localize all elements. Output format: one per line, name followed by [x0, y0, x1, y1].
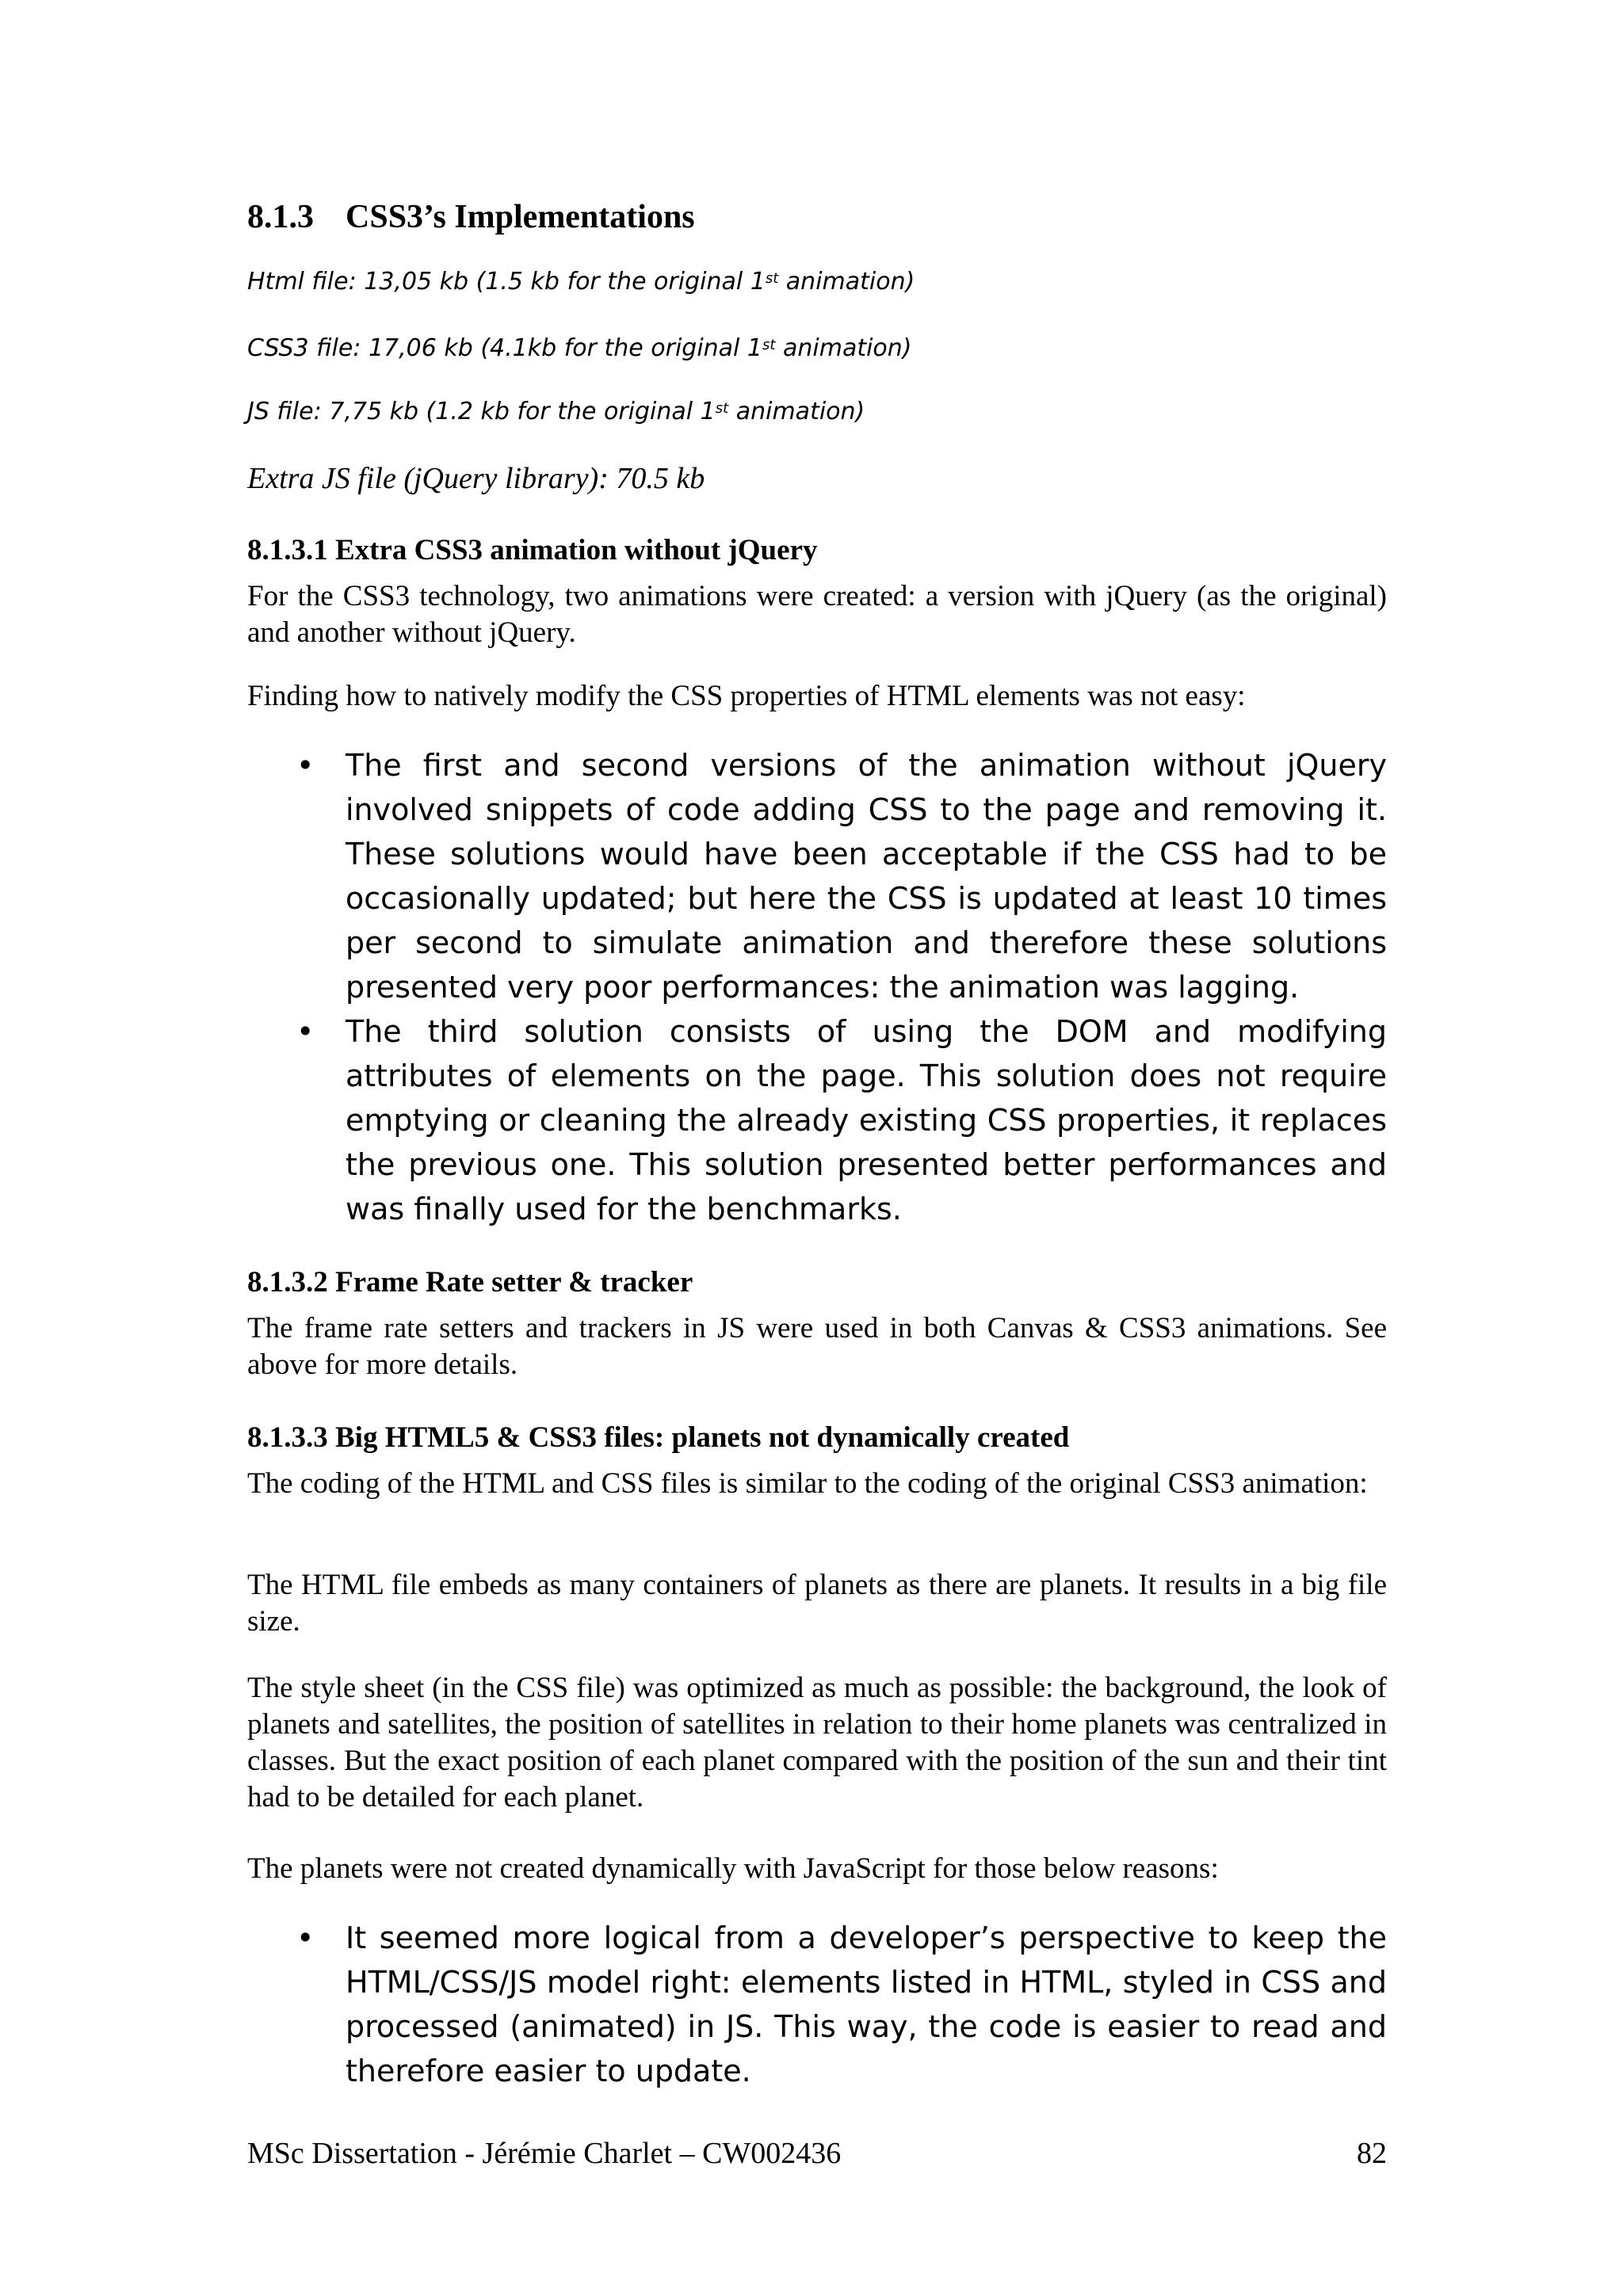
- list-item-text: The first and second versions of the animation without jQuery involved snippets of code adding CSS to the page and removing it. These solutions would have been acceptable if the CSS had to be occasionally updated; but here the CSS is updated at least 10 times per second to simulate animation and therefore these solutions presented very poor performances: the animation was lagging.: [346, 748, 1387, 1005]
- list-item: [247, 743, 1387, 1009]
- paragraph: Finding how to natively modify the CSS properties of HTML elements was not easy:: [247, 680, 1246, 712]
- paragraph: The frame rate setters and trackers in JS were used in both Canvas & CSS3 animations. See above for more details.: [247, 1312, 1387, 1381]
- subsection-heading-1: 8.1.3.1 Extra CSS3 animation without jQuery: [247, 534, 818, 566]
- bullet-icon: •: [296, 1014, 315, 1049]
- js-file-size: [247, 396, 1387, 428]
- bullet-icon: •: [296, 748, 315, 783]
- file-size-text: CSS3 file: 17,06 kb (4.1kb for the original 1: [247, 334, 763, 362]
- paragraph: The HTML file embeds as many containers of planets as there are planets. It results in a big file size.: [247, 1569, 1387, 1638]
- list-item: [247, 1916, 1387, 2093]
- section-heading: [247, 196, 1387, 238]
- subsection-heading-3: 8.1.3.3 Big HTML5 & CSS3 files: planets not dynamically created: [247, 1421, 1070, 1454]
- file-size-tail: animation): [775, 334, 912, 362]
- file-size-text: JS file: 7,75 kb (1.2 kb for the original 1: [247, 398, 716, 425]
- list-item-text: The third solution consists of using the DOM and modifying attributes of elements on the page. This solution does not require emptying or cleaning the already existing CSS properties, it replaces the previous one. This solution presented better performances and was finally used for the benchmarks.: [346, 1014, 1387, 1226]
- list-item-text: It seemed more logical from a developer’s perspective to keep the HTML/CSS/JS model right: elements listed in HTML, styled in CSS and processed (animated) in JS. This way, the code is easier to read and therefore easier to update.: [346, 1920, 1387, 2088]
- extra-js-file-size: Extra JS file (jQuery library): 70.5 kb: [247, 462, 705, 495]
- ordinal-sup: st: [765, 270, 779, 287]
- section-number: 8.1.3: [247, 199, 314, 235]
- bullet-list: [247, 743, 1387, 1231]
- file-size-tail: animation): [778, 268, 915, 296]
- ordinal-sup: st: [715, 400, 729, 417]
- bullet-list: [247, 1916, 1387, 2093]
- bullet-icon: •: [296, 1920, 315, 1955]
- page-number: 82: [1357, 2137, 1387, 2170]
- paragraph: For the CSS3 technology, two animations were created: a version with jQuery (as the original) and another without jQuery.: [247, 580, 1387, 649]
- paragraph: The style sheet (in the CSS file) was optimized as much as possible: the background, the look of planets and satellites, the position of satellites in relation to their home planets was centralized in classes. But the exact position of each planet compared with the position of the sun and their tint had to be detailed for each planet.: [247, 1672, 1387, 1814]
- html-file-size: [247, 266, 1387, 298]
- css3-file-size: [247, 333, 1387, 364]
- list-item: [247, 1009, 1387, 1231]
- file-size-tail: animation): [728, 398, 865, 425]
- paragraph: The planets were not created dynamically with JavaScript for those below reasons:: [247, 1852, 1219, 1885]
- footer-text: MSc Dissertation - Jérémie Charlet – CW002436: [247, 2137, 842, 2170]
- ordinal-sup: st: [762, 337, 776, 353]
- section-title: CSS3’s Implementations: [346, 199, 695, 235]
- paragraph: The coding of the HTML and CSS files is similar to the coding of the original CSS3 animation:: [247, 1467, 1368, 1500]
- file-size-text: Html file: 13,05 kb (1.5 kb for the original 1: [247, 268, 766, 296]
- subsection-heading-2: 8.1.3.2 Frame Rate setter & tracker: [247, 1266, 693, 1299]
